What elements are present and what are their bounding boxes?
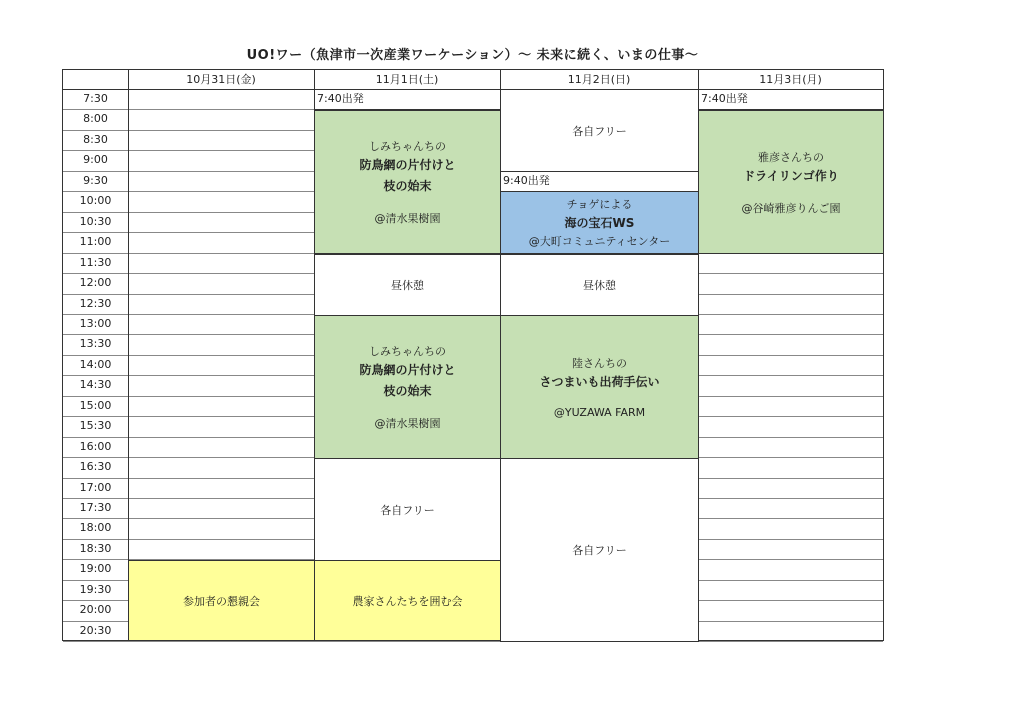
time-slot-label: 7:30	[83, 92, 108, 105]
time-slot-label: 11:00	[79, 235, 112, 249]
column-divider	[128, 70, 129, 640]
time-slot-label: 20:00	[79, 603, 112, 617]
day3-ws-place: @大町コミュニティセンター	[528, 235, 671, 248]
day3-evening-free-block	[500, 458, 699, 642]
day3-evening-free-label: 各自フリー	[572, 544, 627, 557]
day3-lunch-label: 昼休憩	[583, 279, 616, 292]
day2-morning-place: @清水果樹園	[374, 212, 441, 225]
day4-morning-activity	[698, 110, 884, 254]
day2-afternoon-host: しみちゃんちの	[369, 345, 446, 358]
time-slot-label: 10:30	[79, 214, 112, 228]
day2-afternoon-task2: 枝の始末	[383, 384, 432, 398]
row-divider	[63, 641, 883, 642]
day3-ws-activity	[500, 191, 699, 254]
time-slot-label: 14:30	[79, 378, 112, 392]
day2-dinner-block	[314, 560, 501, 641]
time-slot-label: 11:30	[79, 255, 112, 269]
day3-afternoon-task: さつまいも出荷手伝い	[539, 375, 660, 389]
day3-departure: 9:40出発	[500, 171, 699, 192]
time-slot-label: 15:30	[79, 419, 112, 433]
time-slot-label: 16:00	[79, 439, 112, 453]
time-slot-label: 12:00	[79, 276, 112, 290]
day3-afternoon-host: 陸さんちの	[572, 357, 627, 370]
day2-dinner-label: 農家さんたちを囲む会	[352, 594, 463, 608]
schedule-title: UO!ワー（魚津市一次産業ワーケーション）～ 未来に続く、いまの仕事～	[246, 48, 699, 63]
day2-afternoon-task1: 防鳥網の片付けと	[359, 363, 456, 377]
day2-afternoon-activity	[314, 315, 501, 459]
time-slot-label: 10:00	[79, 194, 112, 208]
time-slot-label: 13:00	[79, 316, 112, 330]
time-slot-label: 13:30	[79, 337, 112, 351]
time-slot-label: 17:30	[79, 501, 112, 514]
time-slot-label: 16:30	[79, 460, 112, 474]
day-header-nov2: 11月2日(日)	[567, 73, 631, 86]
schedule-grid	[62, 69, 884, 641]
time-slot-label: 19:30	[79, 582, 112, 596]
day4-morning-task: ドライリンゴ作り	[743, 168, 839, 183]
day-header-nov3: 11月3日(月)	[759, 73, 822, 86]
day2-afternoon-place: @清水果樹園	[374, 417, 441, 430]
time-slot-label: 8:00	[83, 112, 108, 126]
day2-departure: 7:40出発	[314, 89, 501, 110]
welcome-party-block	[128, 560, 315, 641]
time-slot-label: 9:00	[83, 153, 108, 167]
time-slot-label: 18:00	[79, 521, 112, 535]
day2-morning-task2: 枝の始末	[383, 179, 432, 193]
day3-afternoon-activity	[500, 315, 699, 459]
time-slot-label: 12:30	[79, 296, 112, 310]
day2-free-label: 各自フリー	[380, 503, 435, 517]
day-header-nov1: 11月1日(土)	[375, 73, 439, 86]
time-slot-label: 19:00	[79, 562, 112, 576]
day3-afternoon-place: @YUZAWA FARM	[553, 406, 646, 419]
time-slot-label: 15:00	[79, 398, 112, 412]
day3-ws-host: チョゲによる	[566, 198, 633, 211]
day2-morning-host: しみちゃんちの	[369, 140, 446, 153]
day3-lunch-block	[500, 254, 699, 316]
time-slot-label: 18:30	[79, 541, 112, 555]
welcome-party-label: 参加者の懇親会	[183, 594, 260, 608]
time-slot-label: 14:00	[79, 357, 112, 371]
time-slot-label: 9:30	[83, 173, 108, 187]
time-slot-label: 8:30	[83, 132, 108, 146]
day2-morning-activity	[314, 110, 501, 254]
day3-ws-task: 海の宝石WS	[564, 216, 635, 230]
day3-morning-free-block	[500, 89, 699, 172]
day2-lunch-label: 昼休憩	[391, 279, 424, 292]
day4-departure: 7:40出発	[698, 89, 884, 110]
day3-morning-free-label: 各自フリー	[572, 124, 627, 138]
day-header-oct31: 10月31日(金)	[186, 73, 256, 86]
day2-morning-task1: 防鳥網の片付けと	[359, 158, 456, 172]
time-slot-label: 20:30	[79, 623, 112, 637]
day2-lunch-block	[314, 254, 501, 316]
day4-morning-place: @谷崎雅彦りんご園	[741, 201, 841, 215]
day4-morning-host: 雅彦さんちの	[758, 150, 824, 164]
day2-free-block	[314, 458, 501, 561]
time-slot-label: 17:00	[79, 480, 112, 494]
